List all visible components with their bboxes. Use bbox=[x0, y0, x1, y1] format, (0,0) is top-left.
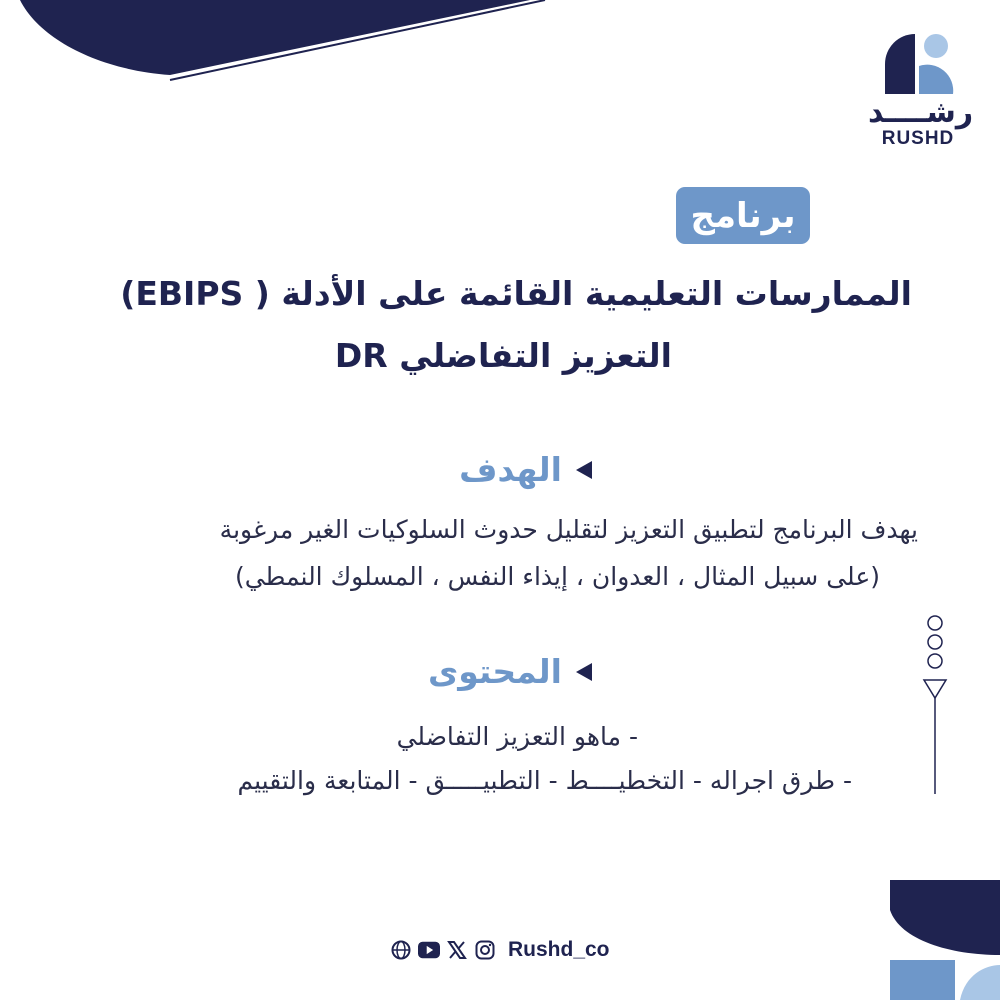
youtube-icon[interactable] bbox=[418, 939, 440, 961]
program-badge: برنامج bbox=[676, 187, 810, 244]
bottom-decorative-shape bbox=[890, 880, 1000, 1000]
circles-stem-ornament bbox=[922, 614, 948, 796]
goal-section-heading bbox=[459, 450, 592, 489]
logo-arabic-text: رشــــد bbox=[868, 95, 974, 130]
top-decorative-shape bbox=[0, 0, 560, 100]
globe-icon[interactable] bbox=[390, 939, 412, 961]
program-title-line2: التعزيز التفاضلي DR bbox=[334, 336, 672, 375]
social-footer bbox=[390, 938, 610, 962]
x-icon[interactable] bbox=[446, 939, 468, 961]
content-section-heading bbox=[428, 652, 592, 691]
goal-heading-label: الهدف bbox=[459, 450, 562, 489]
goal-text-line1: يهدف البرنامج لتطبيق التعزيز لتقليل حدوث السلوكيات الغير مرغوبة bbox=[219, 515, 918, 544]
triangle-bullet-icon bbox=[576, 663, 592, 681]
content-text-line2: - طرق اجراله - التخطيــــط - التطبيـــــق - المتابعة والتقييم bbox=[237, 766, 852, 795]
program-title-line1: الممارسات التعليمية القائمة على الأدلة ( EBIPS) bbox=[120, 274, 912, 313]
goal-text-line2: (على سبيل المثال ، العدوان ، إيذاء النفس ، المسلوك النمطي) bbox=[234, 562, 880, 591]
logo-english-text: RUSHD bbox=[881, 128, 955, 149]
social-handle[interactable]: Rushd_co bbox=[508, 938, 610, 961]
content-heading-label: المحتوى bbox=[427, 652, 562, 691]
instagram-icon[interactable] bbox=[474, 939, 496, 961]
rushd-logo bbox=[868, 30, 974, 155]
content-text-line1: - ماهو التعزيز التفاضلي bbox=[396, 722, 638, 751]
triangle-bullet-icon bbox=[576, 461, 592, 479]
logo-mark-icon bbox=[881, 30, 955, 96]
